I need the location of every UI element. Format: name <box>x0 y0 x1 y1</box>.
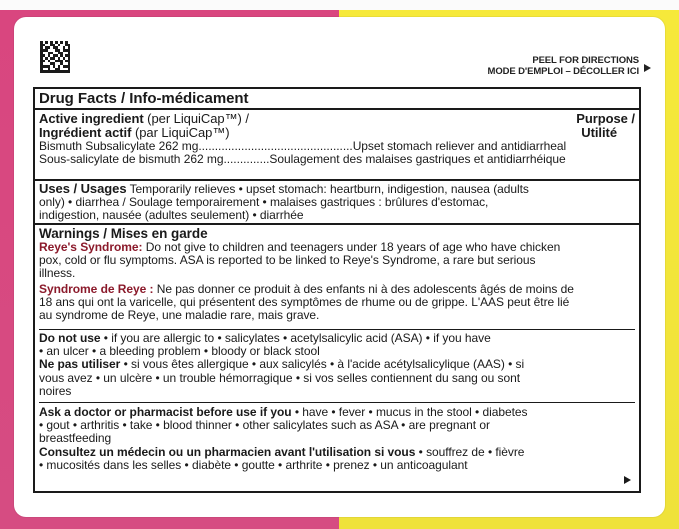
ne-pas-utiliser-line-3: noires <box>39 383 72 398</box>
active-ingredient-en: Bismuth Subsalicylate 262 mg...............................................Upset stomach reliever and antidiarrheal <box>39 140 567 153</box>
peel-tab[interactable] <box>488 55 639 77</box>
reye-fr-label: Syndrome de Reye : <box>39 281 154 296</box>
purpose-heading-en: Purpose / <box>576 111 635 126</box>
drug-facts-panel <box>33 87 641 493</box>
reye-en-line-1: Do not give to children and teenagers under 18 years of age who have chicken <box>142 240 561 254</box>
ask-doctor-label: Ask a doctor or pharmacist before use if you <box>39 405 292 419</box>
purpose-heading-fr: Utilité <box>581 125 617 140</box>
peel-label-fr: MODE D'EMPLOI – DÉCOLLER ICI <box>487 66 639 77</box>
uses-line-3: indigestion, nausée (adultes seulement) • diarrhée <box>39 208 304 223</box>
reye-fr-line-2: 18 ans qui ont la varicelle, qui présentent des symptômes de rhume ou de grippe. L'AAS peut être lié <box>39 294 570 309</box>
uses-section <box>35 182 639 223</box>
active-ingredient-section <box>35 112 639 166</box>
reye-fr-line-1: Ne pas donner ce produit à des enfants ni à des adolescents âgés de moins de <box>153 281 574 296</box>
uses-line-2: only) • diarrhea / Soulage temporairement • malaises gastriques : brûlures d'estomac, <box>39 195 489 210</box>
active-heading-en: Active ingredient <box>39 111 144 126</box>
uses-line-1: Temporarily relieves • upset stomach: heartburn, indigestion, nausea (adults <box>126 182 529 196</box>
ne-pas-utiliser-line-1: • si vous êtes allergique • aux salicylés • à l'acide acétylsalicylique (AAS) • si <box>120 357 525 372</box>
uses-heading: Uses / Usages <box>39 181 127 196</box>
peel-arrow-icon <box>644 64 651 72</box>
reye-fr-line-3: au syndrome de Reye, une maladie rare, mais grave. <box>39 308 320 323</box>
peel-label-en: PEEL FOR DIRECTIONS <box>532 55 639 66</box>
ask-doctor-line-2: • gout • arthritis • take • blood thinner • other salicylates such as ASA • are pregnant or <box>39 418 490 433</box>
divider <box>35 108 639 110</box>
active-ingredient-fr: Sous-salicylate de bismuth 262 mg..............Soulagement des malaises gastriques et antidiarrhéique <box>39 153 566 167</box>
do-not-use-label: Do not use <box>39 331 101 345</box>
datamatrix-icon <box>40 41 70 73</box>
drug-facts-title-section <box>35 90 639 107</box>
drug-facts-title: Drug Facts / Info-médicament <box>39 90 249 107</box>
do-not-use-line-1: • if you are allergic to • salicylates • acetylsalicylic acid (ASA) • if you have <box>100 331 491 345</box>
ask-doctor-line-1: • have • fever • mucus in the stool • diabetes <box>291 405 528 419</box>
consultez-label: Consultez un médecin ou un pharmacien avant l'utilisation si vous <box>39 444 416 459</box>
active-heading-en-rest: (per LiquiCap™) / <box>143 111 249 126</box>
warnings-section <box>35 226 639 322</box>
reye-en-line-2: pox, cold or flu symptoms. ASA is reported to be linked to Reye's Syndrome, a rare but serious <box>39 253 536 268</box>
consultez-line-1: • souffrez de • fièvre <box>415 444 525 459</box>
reye-en-line-3: illness. <box>39 266 76 281</box>
do-not-use-line-2: • an ulcer • a bleeding problem • bloody or black stool <box>39 344 320 359</box>
divider <box>35 223 639 225</box>
package-top-edge <box>0 0 679 10</box>
warnings-heading: Warnings / Mises en garde <box>39 226 208 241</box>
divider <box>39 329 635 330</box>
ne-pas-utiliser-label: Ne pas utiliser <box>39 357 121 372</box>
ask-doctor-section <box>35 406 639 472</box>
do-not-use-section <box>35 332 639 398</box>
active-heading-fr: Ingrédient actif <box>39 125 132 140</box>
continue-arrow-icon <box>624 476 631 484</box>
consultez-line-2: • mucosités dans les selles • diabète • goutte • arthrite • prenez • un anticoagulant <box>39 457 468 472</box>
divider <box>39 402 635 403</box>
ne-pas-utiliser-line-2: vous avez • un ulcère • un trouble hémorragique • si vos selles contiennent du sang ou sont <box>39 370 521 385</box>
active-heading-fr-rest: (par LiquiCap™) <box>131 125 230 140</box>
ask-doctor-line-3: breastfeeding <box>39 431 112 446</box>
reye-en-label: Reye's Syndrome: <box>39 240 143 254</box>
